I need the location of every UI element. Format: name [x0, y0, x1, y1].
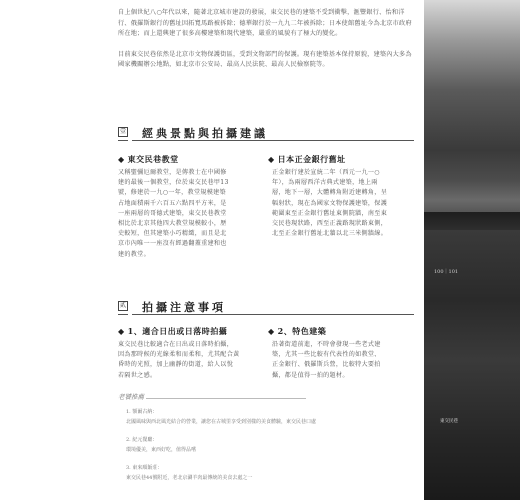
- item-title-architecture: ◆ 2、特色建築: [268, 326, 327, 336]
- section-rule: [132, 140, 414, 141]
- tips-header: 老饕推薦: [118, 393, 144, 401]
- food-tips-box: [118, 392, 318, 496]
- tip-item: 2. 紀元餐廳：: [126, 437, 158, 443]
- intro-paragraph-1: 自上個世紀八○年代以來，隨著北京城市建設的發展，東交民巷的建築不受到衝擊，滙豐銀行、怡和洋行、俄羅斯銀行的舊址因拓寬馬路被拆除；德華銀行於一九九二年被拆除；日本使館舊址今為北京市政府所在地；而上還興建了很多高樓建築和現代建築，嚴重的風貌有了極大的變化。: [118, 9, 412, 38]
- section-rule: [118, 140, 128, 141]
- section-mark: 貳: [119, 302, 126, 309]
- tip-item: 1. 額爾古納：: [126, 409, 158, 415]
- item-title-sunrise: ◆ 1、適合日出或日落時拍攝: [118, 326, 228, 336]
- section-rule: [118, 314, 128, 315]
- page-number: 100｜101: [434, 269, 459, 275]
- intro-text: [118, 8, 412, 79]
- tips-rule: [146, 398, 306, 399]
- intro-paragraph-2: 目前東交民巷依然是北京市文物保護街區，受到文物部門的保護。現有建築基本保持原貌，建築內大多為國家機關辦公地點，如北京市公安局、最高人民法院、最高人民檢察院等。: [118, 50, 412, 69]
- item-title-bank: ◆ 日本正金銀行舊址: [268, 154, 346, 164]
- section-title: 拍攝注意事項: [142, 301, 226, 314]
- item-text-church: 又稱聖彌厄爾教堂，是傳教士在中國修 建的最後一個教堂，位於東交民巷甲13 號，修建於一九○一年，教堂規模建築 占地面積兩千六百五六點四平方米，是 一座兩層的哥德式建築，東交民巷教堂 相比於北京其他四大教堂規模較小，歷 史較短，但其建築小巧精緻，而且是北 京市內唯一一座沒有經過翻蓋重建和也 建的教堂。: [118, 169, 229, 258]
- section-mark: 壹: [119, 128, 126, 135]
- photo-shoreline: [424, 212, 520, 230]
- item-text-bank: 正金銀行建於宣統二年（西元一九一○ 年），為兩層西洋古典式建築，地上兩 層，地下一層，大體轉角附近建轉角，呈 幅射狀，現在為國家文物保護建築，保護 範圍東至正金銀行舊址東側院牆，南至東 交民巷現狀路，西至正義路現狀路東側， 北至正金銀行舊址北牆以北三米側牆線。: [272, 169, 388, 238]
- bullet-icon: ◆: [118, 154, 125, 164]
- bullet-icon: ◆: [268, 326, 275, 336]
- bullet-icon: ◆: [118, 326, 125, 336]
- tip-item: 東交民巷44號附近，老北京涮羊肉最傳統的美食去處之一: [126, 475, 253, 481]
- item-title-church: ◆ 東交民巷教堂: [118, 154, 179, 164]
- tip-item: 北國風味與西北風光結合的營業，讓您在古城里享受到別樣的美食體驗，東交民巷口處: [126, 419, 317, 425]
- section-heading-scenic: [118, 124, 414, 142]
- item-text-architecture: 沿著街道前進，不時會發現一些老式建 築，尤其一些比較有代表性的如教堂、 正金銀行、俄羅斯兵營，比較特大要拍 攝，都是值得一拍的題材。: [272, 341, 381, 379]
- lake-photo: [424, 0, 520, 500]
- bullet-icon: ◆: [268, 154, 275, 164]
- section-title: 經典景點與拍攝建議: [142, 127, 268, 140]
- tip-item: 3. 東來順飯莊：: [126, 465, 163, 471]
- item-text-sunrise: 東交民巷比較適合在日出或日落時拍攝， 因為那時候的光線柔和而柔和，尤其配合黃 昏時的光照，加上幽靜的街道，給人以悅 若隔世之感。: [118, 341, 240, 379]
- tip-item: 環境優美，東西好吃，值得品嚐: [126, 447, 197, 453]
- side-label: 東交民巷: [440, 419, 458, 424]
- section-rule: [132, 314, 414, 315]
- section-heading-tips: [118, 298, 414, 316]
